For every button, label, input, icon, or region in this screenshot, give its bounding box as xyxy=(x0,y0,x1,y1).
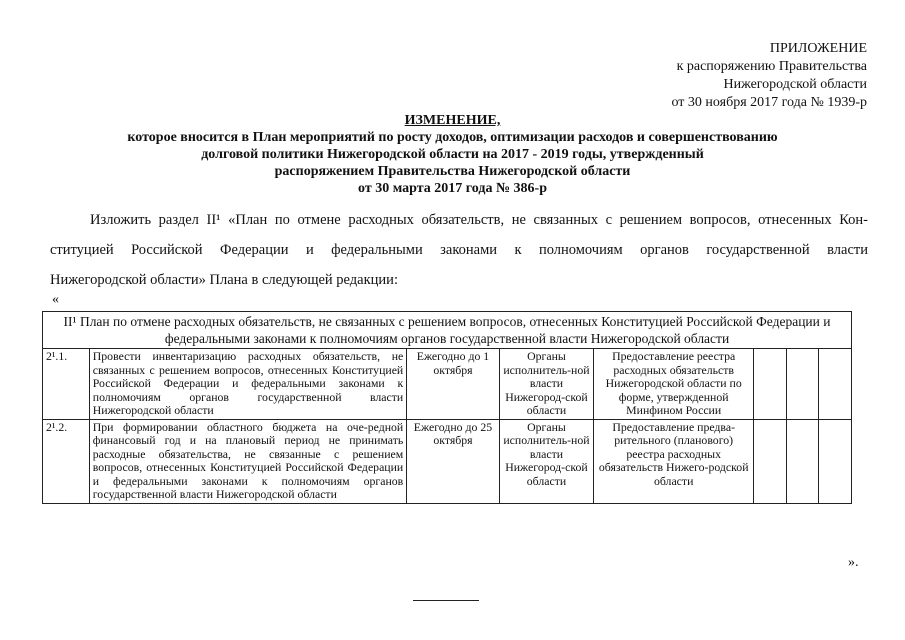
table-row xyxy=(43,349,852,420)
appendix-line-1: к распоряжению Правительства xyxy=(676,59,867,74)
closing-quote: ». xyxy=(848,555,859,570)
row-number: 2¹.1. xyxy=(43,349,90,420)
empty-cell xyxy=(786,349,819,420)
paragraph-line-2: ституцией Российской Федерации и федеральными законами к полномочиям органов государственной власти xyxy=(50,242,868,258)
row-action: Провести инвентаризацию расходных обязательств, не связанных с решением вопросов, отнесенных Конституцией Российской Федерации и федеральными законами к полномочиям органов государственной власти Нижегородской области xyxy=(89,349,407,420)
empty-cell xyxy=(819,419,852,503)
opening-quote: « xyxy=(52,292,59,307)
appendix-line-2: Нижегородской области xyxy=(723,77,867,92)
appendix-block xyxy=(671,40,867,112)
title-line-1: которое вносится в План мероприятий по росту доходов, оптимизации расходов и совершенствованию xyxy=(127,130,778,145)
plan-table xyxy=(42,311,852,504)
row-term: Ежегодно до 25 октября xyxy=(407,419,499,503)
section-title: II¹ План по отмене расходных обязательств, не связанных с решением вопросов, отнесенных Конституцией Российской Федерации и федеральными законами к полномочиям органов государственной власти Нижегородской области xyxy=(43,312,852,349)
section-row xyxy=(43,312,852,349)
appendix-line-3: от 30 ноября 2017 года № 1939-р xyxy=(671,95,867,110)
title-line-2: долговой политики Нижегородской области на 2017 - 2019 годы, утвержденный xyxy=(201,147,704,162)
table-row xyxy=(43,419,852,503)
closing-divider xyxy=(413,600,479,601)
row-number: 2¹.2. xyxy=(43,419,90,503)
empty-cell xyxy=(754,419,787,503)
empty-cell xyxy=(754,349,787,420)
empty-cell xyxy=(819,349,852,420)
paragraph-line-1: Изложить раздел II¹ «План по отмене расходных обязательств, не связанных с решением вопросов, отнесенных Кон- xyxy=(90,212,868,228)
empty-cell xyxy=(786,419,819,503)
paragraph-line-3: Нижегородской области» Плана в следующей редакции: xyxy=(50,272,398,288)
row-executor: Органы исполнитель-ной власти Нижегород-ской области xyxy=(499,349,594,420)
row-executor: Органы исполнитель-ной власти Нижегород-ской области xyxy=(499,419,594,503)
row-term: Ежегодно до 1 октября xyxy=(407,349,499,420)
title-line-4: от 30 марта 2017 года № 386-р xyxy=(358,181,547,196)
title-heading: ИЗМЕНЕНИЕ, xyxy=(404,113,501,128)
document-title xyxy=(0,112,905,197)
title-line-3: распоряжением Правительства Нижегородской области xyxy=(274,164,631,179)
row-action: При формировании областного бюджета на оче-редной финансовый год и на плановый период не принимать расходные обязательства, не связанные с решением вопросов, отнесенных Конституцией Российской Федерации и федеральными законами к полномочиям органов государственной власти Нижегородской области xyxy=(89,419,407,503)
row-result: Предоставление предва-рительного (планового) реестра расходных обязательств Нижего-родской области xyxy=(594,419,754,503)
instruction-paragraph xyxy=(50,205,868,295)
row-result: Предоставление реестра расходных обязательств Нижегородской области по форме, утвержденной Минфином России xyxy=(594,349,754,420)
appendix-heading: ПРИЛОЖЕНИЕ xyxy=(769,41,867,56)
